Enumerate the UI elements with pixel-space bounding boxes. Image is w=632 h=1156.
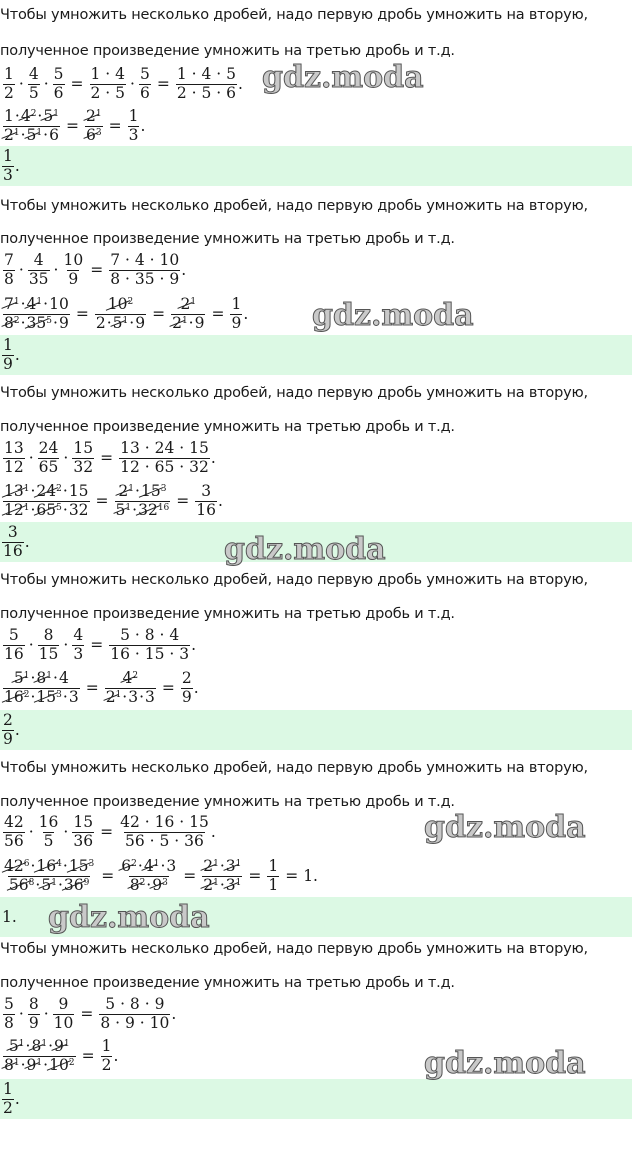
fraction: $\frac{5}{6}$ — [139, 65, 150, 102]
watermark: gdz.moda — [224, 532, 386, 567]
watermark: gdz.moda — [312, 298, 474, 333]
reduction-line: $\frac{42^6\cdot 16^4\cdot 15^3}{56^8\cdot 5^1\cdot 36^9}$ = $\frac{6^2\cdot 4^1\cdot 3}{8^2\cdot 9^3}$ = $\frac{2^1\cdot 3^1}{2^1\cdot 3^1}$ = $\frac{1}{1}$ = 1. — [4, 857, 318, 894]
equation-line: $\frac{1}{2}$ · $\frac{4}{5}$ · $\frac{5}{6}$ = $\frac{1 \cdot 4}{2 \cdot 5}$ · $\frac{5}{6}$ = $\frac{1 \cdot 4 \cdot 5}{2 \cdot 5 \cdot 6}$ . — [4, 65, 243, 102]
fraction: $\frac{5}{8}$ — [4, 995, 14, 1032]
reduction-fraction: $\frac{4^2}{2^1\cdot 3\cdot 3}$ — [105, 669, 155, 706]
fraction: $\frac{15}{36}$ — [73, 813, 94, 850]
reduction-fraction: $\frac{10^2}{2\cdot 5^1\cdot 9}$ — [95, 295, 146, 332]
answer-box: $\frac{2}{9}$ . — [0, 710, 632, 750]
reduction-line: $\frac{5^1\cdot 8^1\cdot 9^1}{8^1\cdot 9^1\cdot 10^2}$ = $\frac{1}{2}$ . — [4, 1037, 119, 1074]
result-fraction: $\frac{1}{9}$ — [231, 295, 242, 332]
fraction: $\frac{8}{9}$ — [28, 995, 39, 1032]
reduction-fraction: $\frac{2^1\cdot 3^1}{2^1\cdot 3^1}$ — [203, 857, 242, 894]
reduction-fraction: $\frac{2^1\cdot 15^3}{5^1\cdot 32^{16}}$ — [115, 482, 170, 519]
fraction: $\frac{15}{32}$ — [73, 439, 94, 476]
reduction-fraction: $\frac{13^1\cdot 24^2\cdot 15}{12^1\cdot 65^5\cdot 32}$ — [4, 482, 89, 519]
fraction: $\frac{9}{10}$ — [53, 995, 74, 1032]
rule-line-2: полученное произведение умножить на третью дробь и т.д. — [0, 606, 455, 622]
fraction: $\frac{13}{12}$ — [4, 439, 24, 476]
equation-line: $\frac{7}{8}$ · $\frac{4}{35}$ · $\frac{10}{9}$ = $\frac{7 \cdot 4 \cdot 10}{8 \cdot 35 \cdot 9}$ . — [4, 251, 187, 288]
result-fraction: $\frac{3}{16}$ — [196, 482, 217, 519]
reduction-line: $\frac{7^1\cdot 4^1\cdot 10}{8^2\cdot 35^5\cdot 9}$ = $\frac{10^2}{2\cdot 5^1\cdot 9}$ = $\frac{2^1}{2^1\cdot 9}$ = $\frac{1}{9}$ . — [4, 295, 249, 332]
rule-line-1: Чтобы умножить несколько дробей, надо первую дробь умножить на вторую, — [0, 572, 588, 588]
reduction-fraction: $\frac{5^1\cdot 8^1\cdot 9^1}{8^1\cdot 9^1\cdot 10^2}$ — [4, 1037, 75, 1074]
equation-line: $\frac{42}{56}$ · $\frac{16}{5}$ · $\frac{15}{36}$ = $\frac{42 \cdot 16 \cdot 15}{56 \cdot 5 \cdot 36}$ . — [4, 813, 216, 850]
reduction-fraction: $\frac{6^2\cdot 4^1\cdot 3}{8^2\cdot 9^3}$ — [121, 857, 177, 894]
answer-fraction: $\frac{1}{9}$ — [3, 336, 13, 373]
answer-box: $\frac{1}{2}$ . — [0, 1079, 632, 1119]
reduction-fraction: $\frac{2^1}{2^1\cdot 9}$ — [172, 295, 205, 332]
fraction: $\frac{5 \cdot 8 \cdot 4}{16 \cdot 15 \cdot 3}$ — [110, 626, 190, 663]
fraction: $\frac{24}{65}$ — [38, 439, 59, 476]
rule-line-2: полученное произведение умножить на третью дробь и т.д. — [0, 231, 455, 247]
rule-line-2: полученное произведение умножить на третью дробь и т.д. — [0, 419, 455, 435]
fraction: $\frac{5}{6}$ — [53, 65, 64, 102]
reduction-fraction: $\frac{1\cdot 4^2\cdot 5^1}{2^1\cdot 5^1\cdot 6}$ — [4, 107, 59, 144]
watermark: gdz.moda — [424, 810, 586, 845]
fraction: $\frac{4}{3}$ — [73, 626, 84, 663]
rule-line-2: полученное произведение умножить на третью дробь и т.д. — [0, 794, 455, 810]
reduction-fraction: $\frac{5^1\cdot 8^1\cdot 4}{16^2\cdot 15^3\cdot 3}$ — [4, 669, 79, 706]
fraction: $\frac{1}{2}$ — [4, 65, 14, 102]
equation-line: $\frac{5}{16}$ · $\frac{8}{15}$ · $\frac{4}{3}$ = $\frac{5 \cdot 8 \cdot 4}{16 \cdot 15 \cdot 3}$ . — [4, 626, 197, 663]
fraction: $\frac{16}{5}$ — [38, 813, 59, 850]
answer-box: $\frac{3}{16}$ . — [0, 522, 632, 562]
fraction: $\frac{1 \cdot 4 \cdot 5}{2 \cdot 5 \cdot 6}$ — [176, 65, 236, 102]
equation-line: $\frac{13}{12}$ · $\frac{24}{65}$ · $\frac{15}{32}$ = $\frac{13 \cdot 24 \cdot 15}{12 \cdot 65 \cdot 32}$ . — [4, 439, 216, 476]
watermark: gdz.moda — [424, 1046, 586, 1081]
result-fraction: $\frac{1}{3}$ — [128, 107, 139, 144]
answer-fraction: $\frac{1}{2}$ — [3, 1080, 13, 1117]
fraction: $\frac{42 \cdot 16 \cdot 15}{56 \cdot 5 \cdot 36}$ — [120, 813, 209, 850]
fraction: $\frac{7}{8}$ — [4, 251, 14, 288]
fraction: $\frac{5 \cdot 8 \cdot 9}{8 \cdot 9 \cdot 10}$ — [100, 995, 170, 1032]
reduction-line: $\frac{1\cdot 4^2\cdot 5^1}{2^1\cdot 5^1\cdot 6}$ = $\frac{2^1}{6^3}$ = $\frac{1}{3}$ . — [4, 107, 146, 144]
reduction-line: $\frac{13^1\cdot 24^2\cdot 15}{12^1\cdot 65^5\cdot 32}$ = $\frac{2^1\cdot 15^3}{5^1\cdot 32^{16}}$ = $\frac{3}{16}$ . — [4, 482, 223, 519]
rule-line-1: Чтобы умножить несколько дробей, надо первую дробь умножить на вторую, — [0, 7, 588, 23]
answer-box: $\frac{1}{9}$ . — [0, 335, 632, 375]
reduction-line: $\frac{5^1\cdot 8^1\cdot 4}{16^2\cdot 15^3\cdot 3}$ = $\frac{4^2}{2^1\cdot 3\cdot 3}$ = $\frac{2}{9}$ . — [4, 669, 199, 706]
rule-line-2: полученное произведение умножить на третью дробь и т.д. — [0, 43, 455, 59]
answer-fraction: $\frac{3}{16}$ — [3, 523, 23, 560]
rule-line-1: Чтобы умножить несколько дробей, надо первую дробь умножить на вторую, — [0, 760, 588, 776]
watermark: gdz.moda — [48, 900, 210, 935]
fraction: $\frac{7 \cdot 4 \cdot 10}{8 \cdot 35 \cdot 9}$ — [110, 251, 180, 288]
rule-line-1: Чтобы умножить несколько дробей, надо первую дробь умножить на вторую, — [0, 385, 588, 401]
result-tail: = 1. — [285, 867, 318, 885]
fraction: $\frac{10}{9}$ — [63, 251, 84, 288]
rule-line-1: Чтобы умножить несколько дробей, надо первую дробь умножить на вторую, — [0, 941, 588, 957]
fraction: $\frac{13 \cdot 24 \cdot 15}{12 \cdot 65 \cdot 32}$ — [120, 439, 209, 476]
reduction-fraction: $\frac{42^6\cdot 16^4\cdot 15^3}{56^8\cdot 5^1\cdot 36^9}$ — [4, 857, 95, 894]
fraction: $\frac{42}{56}$ — [4, 813, 24, 850]
fraction: $\frac{4}{5}$ — [28, 65, 39, 102]
fraction: $\frac{4}{35}$ — [28, 251, 49, 288]
rule-line-1: Чтобы умножить несколько дробей, надо первую дробь умножить на вторую, — [0, 198, 588, 214]
equation-line: $\frac{5}{8}$ · $\frac{8}{9}$ · $\frac{9}{10}$ = $\frac{5 \cdot 8 \cdot 9}{8 \cdot 9 \cdot 10}$ . — [4, 995, 177, 1032]
answer-fraction: $\frac{1}{3}$ — [3, 147, 13, 184]
result-fraction: $\frac{1}{2}$ — [101, 1037, 112, 1074]
result-fraction: $\frac{1}{1}$ — [268, 857, 279, 894]
answer-value: 1. — [2, 908, 17, 926]
fraction: $\frac{5}{16}$ — [4, 626, 24, 663]
result-fraction: $\frac{2}{9}$ — [181, 669, 192, 706]
reduction-fraction: $\frac{7^1\cdot 4^1\cdot 10}{8^2\cdot 35^5\cdot 9}$ — [4, 295, 69, 332]
fraction: $\frac{1 \cdot 4}{2 \cdot 5}$ — [90, 65, 126, 102]
answer-fraction: $\frac{2}{9}$ — [3, 711, 13, 748]
reduction-fraction: $\frac{2^1}{6^3}$ — [85, 107, 102, 144]
watermark: gdz.moda — [262, 60, 424, 95]
fraction: $\frac{8}{15}$ — [38, 626, 59, 663]
rule-line-2: полученное произведение умножить на третью дробь и т.д. — [0, 975, 455, 991]
answer-box: $\frac{1}{3}$ . — [0, 146, 632, 186]
